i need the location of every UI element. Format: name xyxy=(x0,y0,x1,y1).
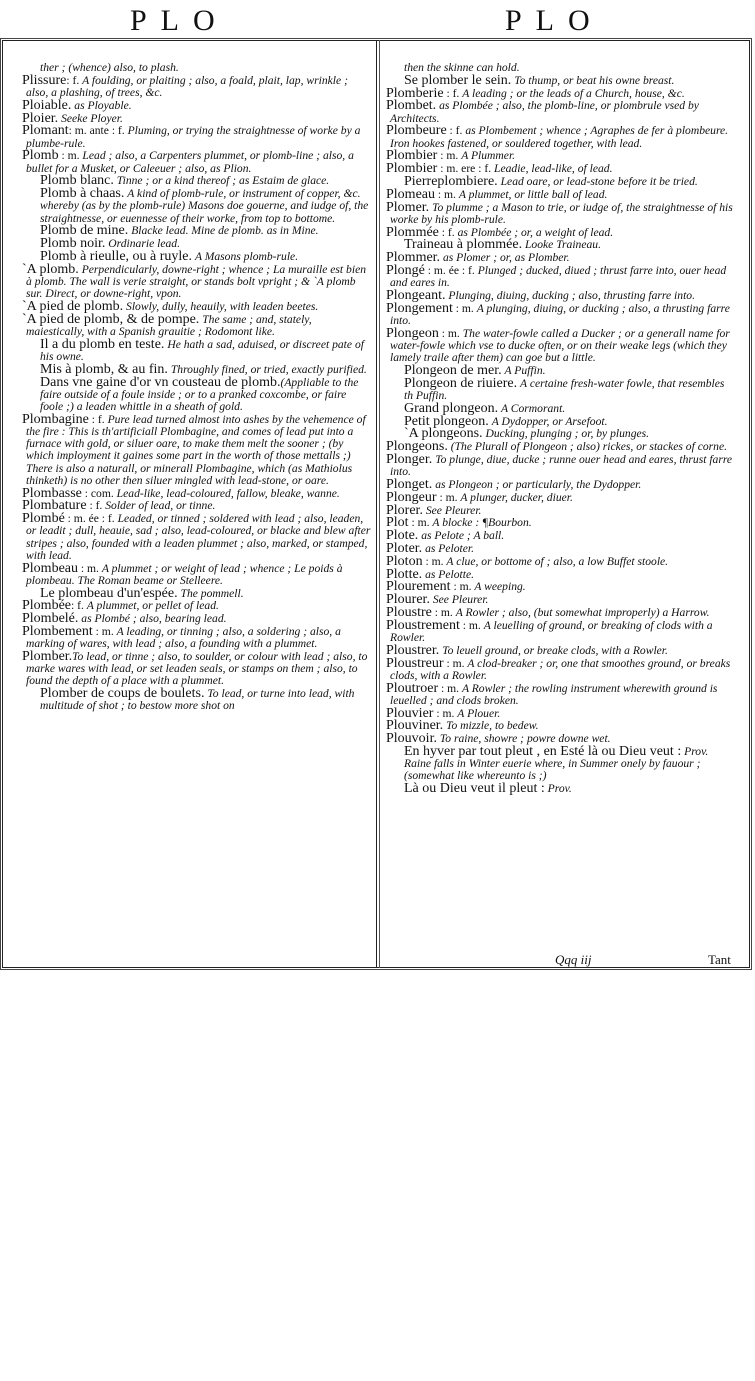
entry-headword: Plomb blanc. xyxy=(40,173,114,189)
dictionary-entry xyxy=(386,579,736,595)
entry-grammar: : f. xyxy=(446,124,466,138)
dictionary-entry xyxy=(386,476,736,492)
entry-definition: A Dydopper, or Arsefoot. xyxy=(491,414,608,428)
entry-definition: (Appliable to the faire outside of a foule inside ; or to a pranked coxcombe, or faire foole ;) a leaden whittle in a sheath of gold. xyxy=(40,375,359,413)
entry-headword: Plot xyxy=(386,515,409,531)
entry-grammar: : m. xyxy=(438,326,463,340)
entry-definition: then the skinne can hold. xyxy=(404,61,520,74)
entry-headword: Plote. xyxy=(386,528,419,544)
entry-headword: Plongeon de riuiere. xyxy=(404,375,518,391)
entry-headword: Ploustrement xyxy=(386,617,460,633)
dictionary-entry xyxy=(404,72,736,88)
entry-headword: En hyver par tout pleut , en Esté là ou Dieu veut : xyxy=(404,743,682,759)
entry-headword: Plomant xyxy=(22,123,69,139)
entry-headword: Plomb noir. xyxy=(40,236,106,252)
entry-headword: Plomberie xyxy=(386,85,444,101)
entry-definition: He hath a sad, aduised, or discreet pate of his owne. xyxy=(40,337,364,363)
entry-grammar: : f. xyxy=(66,73,83,87)
entry-grammar: : f. xyxy=(88,412,108,426)
entry-grammar: : f. xyxy=(86,499,106,513)
entry-grammar: : f. xyxy=(443,86,463,100)
left-column xyxy=(22,62,372,713)
dictionary-entry xyxy=(386,515,736,531)
entry-definition: To thump, or beat his owne breast. xyxy=(514,73,675,87)
entry-definition: Lead-like, lead-coloured, fallow, bleake, wanne. xyxy=(116,486,340,500)
dictionary-entry xyxy=(40,585,372,601)
entry-definition: A Plummer. xyxy=(461,149,516,163)
entry-definition: Looke Traineau. xyxy=(524,238,601,252)
entry-headword: Plongeons. xyxy=(386,439,448,455)
entry-definition: A leading ; or the leads of a Church, house, &c. xyxy=(462,86,685,100)
entry-grammar: : m. xyxy=(452,301,477,315)
dictionary-entry xyxy=(386,300,736,327)
dictionary-entry xyxy=(386,540,736,556)
dictionary-entry xyxy=(40,188,372,225)
entry-definition: A foulding, or plaiting ; also, a foald, plait, lap, wrinkle ; also, a plashing, of trees, &c. xyxy=(26,73,348,99)
entry-grammar: : m. xyxy=(443,656,468,670)
dictionary-entry xyxy=(404,173,736,189)
dictionary-entry xyxy=(386,592,736,608)
entry-headword: Ploustreur xyxy=(386,655,444,671)
dictionary-entry xyxy=(22,648,372,688)
entry-definition: The pommell. xyxy=(180,586,244,600)
entry-definition: A clod-breaker ; or, one that smoothes ground, or breaks clods, with a Rowler. xyxy=(390,656,731,682)
entry-headword: Plissure xyxy=(22,72,67,88)
signature-mark: Qqq iij xyxy=(555,952,592,967)
entry-headword: Plommer. xyxy=(386,250,441,266)
entry-grammar: : m. xyxy=(408,516,433,530)
entry-definition: Lead ; also, a Carpenters plummet, or plomb-line ; also, a bullet for a Musket, or Caleeuer ; also, as Plion. xyxy=(26,149,354,175)
entry-definition: Perpendicularly, downe-right ; whence ; La muraille est bien à plomb. The wall is verie straight, or stands bolt vpright ; & `A plomb sur. Direct, or downe-right, vpon. xyxy=(26,262,367,301)
entry-definition: as Plombé ; also, bearing lead. xyxy=(81,612,227,626)
entry-definition: Ordinarie lead. xyxy=(108,237,180,251)
entry-grammar: : m. xyxy=(436,490,461,504)
entry-definition: A Rowler ; also, (but somewhat improperly) a Harrow. xyxy=(455,605,710,619)
entry-grammar: : com. xyxy=(81,486,117,500)
entry-headword: Plonget. xyxy=(386,476,433,492)
entry-definition: A Cormorant. xyxy=(501,401,566,415)
dictionary-entry xyxy=(404,783,736,795)
dictionary-entry xyxy=(386,123,736,150)
entry-headword: Ploier. xyxy=(22,110,59,126)
entry-headword: Grand plongeon. xyxy=(404,400,499,416)
entry-grammar: : m. xyxy=(58,149,83,163)
entry-grammar: : f. xyxy=(438,225,458,239)
dictionary-entry xyxy=(386,325,736,365)
dictionary-entry xyxy=(404,428,736,440)
dictionary-entry xyxy=(386,553,736,569)
dictionary-entry xyxy=(22,623,372,651)
dictionary-entry xyxy=(22,498,372,514)
dictionary-entry xyxy=(404,239,736,251)
entry-headword: Il a du plomb en teste. xyxy=(40,336,165,352)
entry-grammar: : m. xyxy=(78,561,102,575)
entry-definition: Blacke lead. Mine de plomb. as in Mine. xyxy=(131,224,319,238)
dictionary-entry xyxy=(386,680,736,707)
entry-definition: (The Plurall of Plongeon ; also) rickes, or stackes of corne. xyxy=(450,440,728,454)
entry-definition: A leading, or tinning ; also, a soldering ; also, a marking of wares, with lead ; also, a founding with a plummet. xyxy=(26,624,341,651)
entry-definition: as Plombement ; whence ; Agraphes de fer à plombeure. Iron hookes fastened, or souldered together, with lead. xyxy=(390,124,729,150)
entry-headword: Ploustrer. xyxy=(386,642,440,658)
entry-definition: See Pleurer. xyxy=(425,503,482,517)
column-divider-inner xyxy=(379,40,380,968)
entry-headword: Plombé xyxy=(22,511,65,527)
dictionary-entry xyxy=(40,374,372,414)
entry-headword: Plomb xyxy=(22,148,59,164)
entry-headword: Ploutroer xyxy=(386,680,439,696)
dictionary-entry xyxy=(40,248,372,264)
running-header-right: PLO xyxy=(505,4,604,37)
dictionary-entry xyxy=(386,655,736,682)
entry-headword: Pierreplombiere. xyxy=(404,173,498,189)
dictionary-entry xyxy=(386,199,736,226)
entry-headword: Plongeant. xyxy=(386,287,446,303)
dictionary-entry xyxy=(404,375,736,402)
dictionary-entry xyxy=(386,148,736,164)
entry-definition: Prov. Raine falls in Winter euerie where, in Summer onely by fauour ; (somewhat like whereunto is ;) xyxy=(404,744,709,783)
entry-headword: Traineau à plommée. xyxy=(404,237,523,253)
entry-headword: Plombeure xyxy=(386,123,447,139)
dictionary-entry xyxy=(22,148,372,175)
entry-definition: as Pelote ; A ball. xyxy=(421,529,505,543)
entry-headword: Plombement xyxy=(22,623,93,639)
entry-headword: Le plombeau d'un'espée. xyxy=(40,585,178,601)
entry-definition: A plunger, ducker, diuer. xyxy=(460,490,573,504)
entry-definition: ther ; (whence) also, to plash. xyxy=(40,61,179,74)
dictionary-entry xyxy=(404,743,736,783)
entry-headword: Plomber de coups de boulets. xyxy=(40,686,205,702)
entry-headword: `A plongeons. xyxy=(404,426,483,442)
entry-headword: Plomb à rieulle, ou à ruyle. xyxy=(40,248,193,264)
entry-definition: Plunged ; ducked, diued ; thrust farre into, ouer head and eares in. xyxy=(390,263,727,290)
entry-grammar: : m. xyxy=(459,618,484,632)
entry-headword: Plonger. xyxy=(386,451,433,467)
entry-grammar: : m. ée : f. xyxy=(424,263,478,277)
dictionary-entry xyxy=(22,560,372,587)
entry-definition: A leuelling of ground, or breaking of clods with a Rowler. xyxy=(390,618,713,644)
entry-definition: A plunging, diuing, or ducking ; also, a thrusting farre into. xyxy=(390,301,730,327)
entry-headword: Plombier xyxy=(386,161,438,177)
dictionary-entry xyxy=(386,439,736,455)
entry-headword: Mis à plomb, & au fin. xyxy=(40,361,168,377)
entry-definition: To mizzle, to bedew. xyxy=(446,719,539,733)
entry-definition: Leaded, or tinned ; soldered with lead ; also, leaden, or leadit ; dull, heauie, sad ; also, lead-coloured, or blacke and blew after stripes ; also, founded with a leaden plummet ; also, marked, or stamped, with lead. xyxy=(26,512,371,562)
entry-definition: To plumme ; a Mason to trie, or iudge of, the straightnesse of his worke by his plomb-rule. xyxy=(390,200,733,226)
dictionary-entry xyxy=(386,250,736,266)
entry-headword: `A plomb. xyxy=(22,261,79,277)
entry-headword: `A pied de plomb. xyxy=(22,298,124,314)
entry-headword: Plommée xyxy=(386,224,439,240)
entry-headword: Plourer. xyxy=(386,592,430,608)
entry-headword: Ploiable. xyxy=(22,97,72,113)
entry-headword: Dans vne gaine d'or vn cousteau de plomb. xyxy=(40,374,281,390)
entry-definition: To raine, showre ; powre downe wet. xyxy=(439,732,611,746)
entry-definition: as Plomer ; or, as Plomber. xyxy=(442,251,570,265)
entry-grammar: : m. ere : f. xyxy=(437,162,495,176)
dictionary-entry xyxy=(386,98,736,125)
entry-headword: Plongé xyxy=(386,262,425,278)
entry-definition: A blocke : ¶Bourbon. xyxy=(432,516,532,530)
entry-definition: A Masons plomb-rule. xyxy=(194,249,299,263)
dictionary-entry xyxy=(386,489,736,505)
entry-definition: Pluming, or trying the straightnesse of worke by a plumbe-rule. xyxy=(26,124,361,150)
entry-grammar: : m. ée : f. xyxy=(64,512,118,526)
entry-grammar: : m. xyxy=(450,580,475,594)
entry-definition: Seeke Ployer. xyxy=(61,111,123,125)
entry-definition: A Puffin. xyxy=(504,363,546,377)
entry-definition: A Plouer. xyxy=(457,706,501,720)
entry-headword: Ploton xyxy=(386,553,423,569)
entry-headword: Plomeau xyxy=(386,186,435,202)
entry-headword: Plouvoir. xyxy=(386,731,437,747)
entry-headword: Plombelé. xyxy=(22,611,79,627)
entry-headword: Plourement xyxy=(386,579,451,595)
entry-definition: Pure lead turned almost into ashes by the vehemence of the fire : This is th'artificiall Plombagine, and comes of lead put into a furnace with gold, or siluer oare, to make them melt the sooner ; (by which imployment it gaines some part in the worth of those mettalls ;) There is also a naturall, or minerall Plombagine, which (as Mathiolus thinketh) is no other then siluer mingled with lead-stone, or oare. xyxy=(26,412,366,487)
entry-definition: The water-fowle called a Ducker ; or a generall name for water-fowle which vse to ducke often, or on their weake legs (which they lamely traile after them) can goe but a little. xyxy=(390,326,730,365)
dictionary-entry xyxy=(386,186,736,202)
entry-definition: as Ployable. xyxy=(74,98,132,112)
entry-definition: To lead, or tinne ; also, to soulder, or colour with lead ; also, to marke wares with lead, or set leaden seals, or stamps on them ; also, to found the depth of a place with a plummet. xyxy=(26,649,368,688)
entry-definition: See Pleurer. xyxy=(432,593,489,607)
entry-definition: as Pelotte. xyxy=(425,567,475,581)
dictionary-entry xyxy=(22,97,372,113)
entry-headword: Se plomber le sein. xyxy=(404,72,512,88)
entry-grammar: : m. xyxy=(92,624,117,638)
dictionary-entry xyxy=(22,311,372,338)
entry-definition: Prov. xyxy=(547,782,572,796)
entry-headword: Ploustre xyxy=(386,604,432,620)
right-column xyxy=(386,62,736,796)
entry-headword: Plombier xyxy=(386,148,438,164)
dictionary-entry xyxy=(386,617,736,644)
entry-headword: Plomber. xyxy=(22,648,73,664)
entry-definition: Slowly, dully, heauily, with leaden beetes. xyxy=(126,299,319,313)
dictionary-entry xyxy=(386,451,736,479)
entry-headword: Petit plongeon. xyxy=(404,413,489,429)
entry-headword: Plombeau xyxy=(22,560,78,576)
entry-headword: Plorer. xyxy=(386,502,423,518)
entry-grammar: : m. xyxy=(435,187,459,201)
entry-definition: To lead, or turne into lead, with multitude of shot ; to bestow more shot on xyxy=(40,687,355,713)
entry-headword: Plombasse xyxy=(22,485,82,501)
entry-definition: Solder of lead, or tinne. xyxy=(105,499,216,513)
entry-definition: as Plombée ; or, a weight of lead. xyxy=(457,225,614,239)
entry-headword: Plouvier xyxy=(386,705,434,721)
entry-definition: A plummet, or pellet of lead. xyxy=(86,599,219,613)
dictionary-entry xyxy=(22,110,372,126)
entry-headword: `A pied de plomb, & de pompe. xyxy=(22,311,200,327)
dictionary-entry xyxy=(386,528,736,544)
entry-definition: To leuell ground, or breake clods, with a Rowler. xyxy=(442,643,668,657)
entry-definition: as Plombée ; also, the plomb-line, or plombrule vsed by Architects. xyxy=(390,99,699,125)
entry-definition: A plummet ; or weight of lead ; whence ; Le poids à plombeau. The Roman beame or Stelleere. xyxy=(26,561,343,587)
dictionary-entry xyxy=(22,411,372,487)
entry-definition: A plummet, or little ball of lead. xyxy=(458,187,608,201)
entry-definition: Tinne ; or a kind thereof ; as Estaim de glace. xyxy=(116,174,330,188)
entry-definition: A certaine fresh-water fowle, that resembles th Puffin. xyxy=(404,376,725,402)
entry-definition: Lead oare, or lead-stone before it be tried. xyxy=(500,174,698,188)
entry-headword: Plomb de mine. xyxy=(40,223,129,239)
entry-grammar: : f. xyxy=(71,599,87,613)
entry-headword: Plombagine xyxy=(22,411,89,427)
entry-grammar: : m. xyxy=(437,149,462,163)
entry-grammar: : m. xyxy=(438,681,462,695)
dictionary-entry xyxy=(386,85,736,101)
entry-headword: Plongeur xyxy=(386,489,437,505)
entry-headword: Là ou Dieu veut il pleut : xyxy=(404,781,545,797)
dictionary-entry xyxy=(386,502,736,518)
entry-grammar: : m. ante : f. xyxy=(68,124,128,138)
entry-grammar: : m. xyxy=(422,554,447,568)
entry-headword: Plombée xyxy=(22,598,71,614)
entry-headword: Plombature xyxy=(22,498,87,514)
entry-definition: A weeping. xyxy=(474,580,526,594)
entry-definition: as Peloter. xyxy=(425,541,475,555)
column-divider xyxy=(376,40,377,968)
entry-headword: Plouviner. xyxy=(386,718,444,734)
entry-headword: Plongeon xyxy=(386,325,439,341)
entry-definition: Ducking, plunging ; or, by plunges. xyxy=(485,427,650,441)
entry-headword: Plomer. xyxy=(386,199,430,215)
entry-grammar: : m. xyxy=(431,605,456,619)
entry-headword: Plotte. xyxy=(386,566,423,582)
dictionary-entry xyxy=(40,688,372,712)
dictionary-entry xyxy=(386,262,736,290)
catchword: Tant xyxy=(708,952,731,967)
entry-headword: Plongeon de mer. xyxy=(404,362,502,378)
entry-definition: To plunge, diue, ducke ; runne ouer head and eares, thrust farre into. xyxy=(390,452,733,479)
running-header-left: PLO xyxy=(130,4,229,37)
dictionary-entry xyxy=(22,123,372,150)
entry-headword: Ploter. xyxy=(386,540,423,556)
dictionary-entry xyxy=(40,336,372,363)
entry-definition: A Rowler ; the rowling instrument wherewith ground is leuelled ; and clods broken. xyxy=(390,681,718,707)
entry-definition: A clue, or bottome of ; also, a low Buffet stoole. xyxy=(446,554,669,568)
entry-definition: as Plongeon ; or particularly, the Dydopper. xyxy=(435,477,642,491)
entry-headword: Plombet. xyxy=(386,98,437,114)
entry-grammar: : m. xyxy=(433,706,458,720)
entry-definition: Throughly fined, or tried, exactly purified. xyxy=(170,362,367,376)
dictionary-entry xyxy=(22,261,372,301)
dictionary-entry xyxy=(40,62,372,74)
entry-definition: The same ; and, stately, maiestically, with a Spanish grauitie ; Rodomont like. xyxy=(26,312,312,338)
entry-headword: Plongement xyxy=(386,300,453,316)
dictionary-entry xyxy=(22,72,372,99)
entry-definition: Plunging, diuing, ducking ; also, thrusting farre into. xyxy=(448,288,695,302)
entry-headword: Plomb à chaas. xyxy=(40,186,125,202)
entry-definition: Leadie, lead-like, of lead. xyxy=(494,162,613,176)
entry-definition: A kind of plomb-rule, or instrument of copper, &c. whereby (as by the plomb-rule) Masons doe gouerne, and iudge of, the straightnesse, or euennesse of their worke, from top to bottome. xyxy=(40,187,369,225)
dictionary-entry xyxy=(22,511,372,562)
dictionary-entry xyxy=(386,718,736,734)
